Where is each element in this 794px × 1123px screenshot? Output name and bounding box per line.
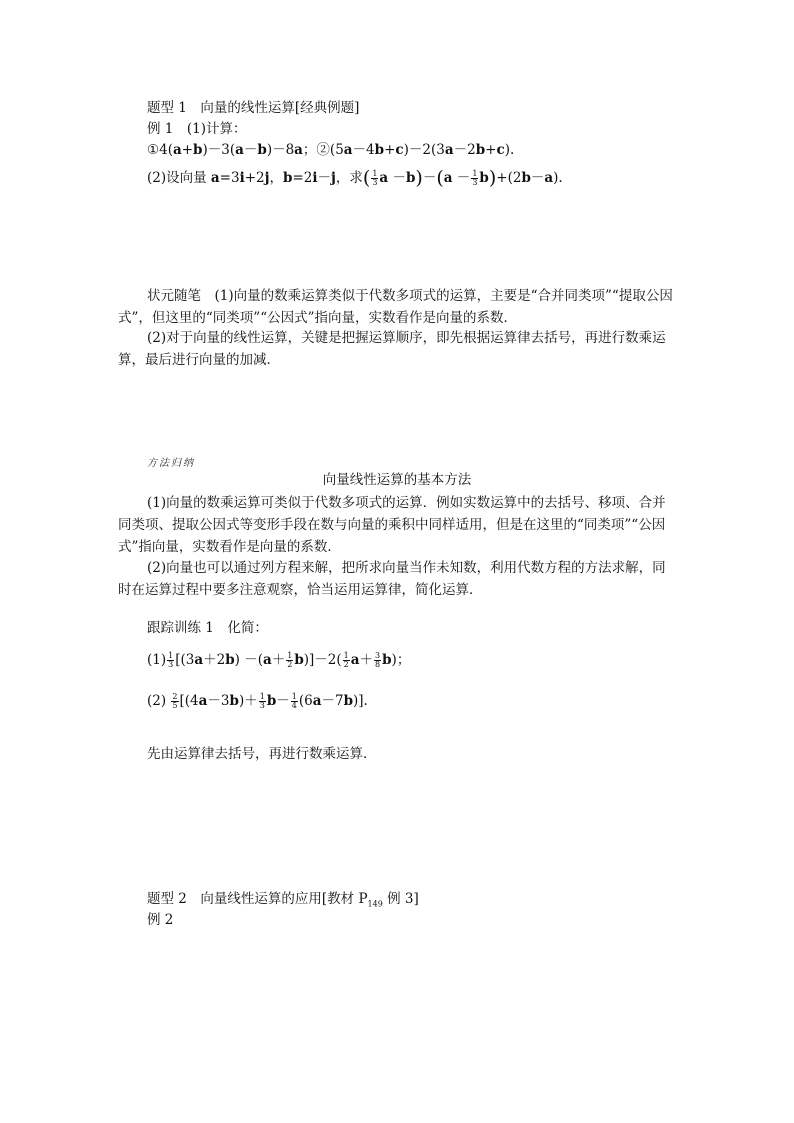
method-paragraph-2: (2)向量也可以通过列方程来解，把所求向量当作未知数，利用代数方程的方法求解，同时在运算过程中要多注意观察，恰当运用运算律，简化运算．	[118, 560, 666, 598]
practice-title: 跟踪训练 1 化简：	[147, 620, 268, 636]
example2-label: 例 2	[147, 912, 174, 928]
practice-hint: 先由运算律去括号，再进行数乘运算．	[147, 746, 377, 762]
section2-title: 题型 2 向量线性运算的应用[教材 $P_{149}$ 例 3]	[147, 891, 419, 909]
example1-expression-1: ①4(a+b)－3(a－b)－8a；②(5a－4b+c)－2(3a－2b+c).	[147, 142, 515, 158]
method-heading: 向量线性运算的基本方法	[322, 472, 472, 488]
method-paragraph-1: (1)向量的数乘运算可类似于代数多项式的运算．例如实数运算中的去括号、移项、合并同类项、提取公因式等变形手段在数与向量的乘积中同样适用，但是在这里的“同类项”“公因式”指向量，实数看作是向量的系数．	[118, 495, 666, 555]
tip-paragraph-1: 状元随笔 (1)向量的数乘运算类似于代数多项式的运算，主要是“合并同类项”“提取公因式”，但这里的“同类项”“公因式”指向量，实数看作是向量的系数．	[118, 288, 673, 326]
practice-item-2: (2) $\frac{2}{5}$ [(4a－3b)＋ $\frac{1}{3}$ b－ $\frac{1}{4}$ (6a－7b)].	[147, 692, 368, 710]
example1-label: 例 1 (1)计算：	[147, 121, 247, 137]
section1-title: 题型 1 向量的线性运算[经典例题]	[147, 100, 360, 116]
tip-paragraph-2: (2)对于向量的线性运算，关键是把握运算顺序，即先根据运算律去括号，再进行数乘运算，最后进行向量的加减．	[118, 330, 666, 368]
example1-expression-2: (2)设向量 a=3i+2j，b=2i－j，求( $\frac{1}{3}$ a －b)－(a － $\frac{1}{3}$ b)+(2b－a).	[147, 167, 563, 189]
method-tag: 方法归纳	[147, 458, 195, 469]
practice-item-1: (1) $\frac{1}{3}$ [(3a＋2b) －(a＋ $\frac{1}{2}$ b)]－2( $\frac{1}{2}$ a＋ $\frac{3}{8}$ b)；	[147, 651, 411, 669]
